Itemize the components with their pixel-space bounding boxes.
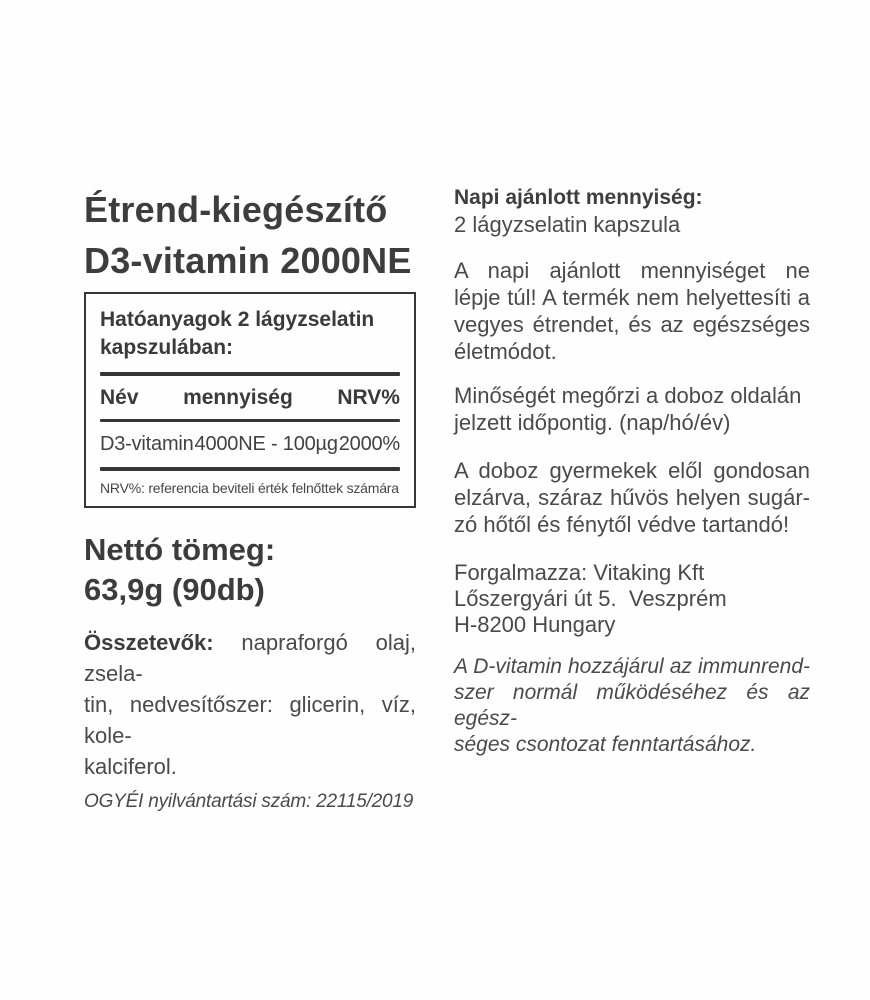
left-column: [84, 184, 416, 813]
product-title-line1: Étrend-kiegészítő: [84, 189, 388, 230]
right-column: [454, 184, 810, 813]
product-title: [84, 184, 416, 286]
ingredient-name: D3-vitamin: [100, 433, 194, 455]
quality-paragraph: [454, 382, 810, 436]
text-line: életmódot.: [454, 339, 557, 364]
ingredient-amount: 4000NE - 100µg: [194, 433, 338, 455]
text-line: jelzett időpontig. (nap/hó/év): [454, 410, 731, 435]
column-header-name: Név: [100, 386, 139, 409]
text-line: Forgalmazza: Vitaking Kft: [454, 560, 705, 585]
nrv-footnote: NRV%: referencia beviteli érték felnőttek számára: [100, 480, 399, 496]
facts-header: Hatóanyagok 2 lágyzselatin kapszulában:: [100, 308, 375, 359]
text-line: elzárva, száraz hűvös helyen sugár-: [454, 485, 810, 510]
facts-column-headers: [98, 376, 402, 419]
ingredients-paragraph: [84, 627, 416, 782]
net-weight-value: 63,9g (90db): [84, 572, 265, 607]
column-header-nrv: NRV%: [337, 386, 400, 409]
ingredients-label: Összetevők:: [84, 630, 214, 655]
text-line: szer normál működéséhez és az egész-: [454, 681, 810, 730]
registration-number: OGYÉI nyilvántartási szám: 22115/2019: [84, 791, 414, 812]
net-weight-label: Nettó tömeg:: [84, 532, 276, 567]
ingredient-nrv: 2000%: [338, 433, 400, 455]
product-title-line2: D3-vitamin 2000NE: [84, 240, 412, 281]
distributor-paragraph: [454, 560, 810, 638]
text-line: zó hőtől és fénytől védve tartandó!: [454, 512, 790, 537]
health-claim-paragraph: [454, 654, 810, 758]
text-line: Minőségét megőrzi a doboz oldalán: [454, 383, 802, 408]
column-header-amount: mennyiség: [183, 386, 293, 409]
facts-data-row: [98, 422, 402, 467]
text-line: A doboz gyermekek elől gondosan: [454, 458, 810, 483]
text-line: vegyes étrendet, és az egészséges: [454, 312, 810, 337]
ingredients-line1-rest: napraforgó olaj, zsela-: [84, 630, 416, 686]
text-line: lépje túl! A termék nem helyettesíti a: [454, 285, 810, 310]
text-line: kalciferol.: [84, 754, 177, 779]
text-line: tin, nedvesítőszer: glicerin, víz, kole-: [84, 692, 416, 748]
text-line: [84, 627, 416, 689]
text-line: A napi ajánlott mennyiséget ne: [454, 258, 810, 283]
net-weight: [84, 530, 416, 610]
text-line: A D-vitamin hozzájárul az immunrend-: [454, 655, 810, 678]
text-line: séges csontozat fenntartásához.: [454, 733, 757, 756]
warning-paragraph: [454, 257, 810, 365]
daily-amount-heading: Napi ajánlott mennyiség:: [454, 186, 703, 209]
text-line: Lőszergyári út 5. Veszprém: [454, 586, 727, 611]
daily-amount-value: 2 lágyzselatin kapszula: [454, 212, 681, 237]
storage-paragraph: [454, 457, 810, 538]
text-line: H-8200 Hungary: [454, 612, 616, 637]
supplement-facts-table: [84, 292, 416, 508]
